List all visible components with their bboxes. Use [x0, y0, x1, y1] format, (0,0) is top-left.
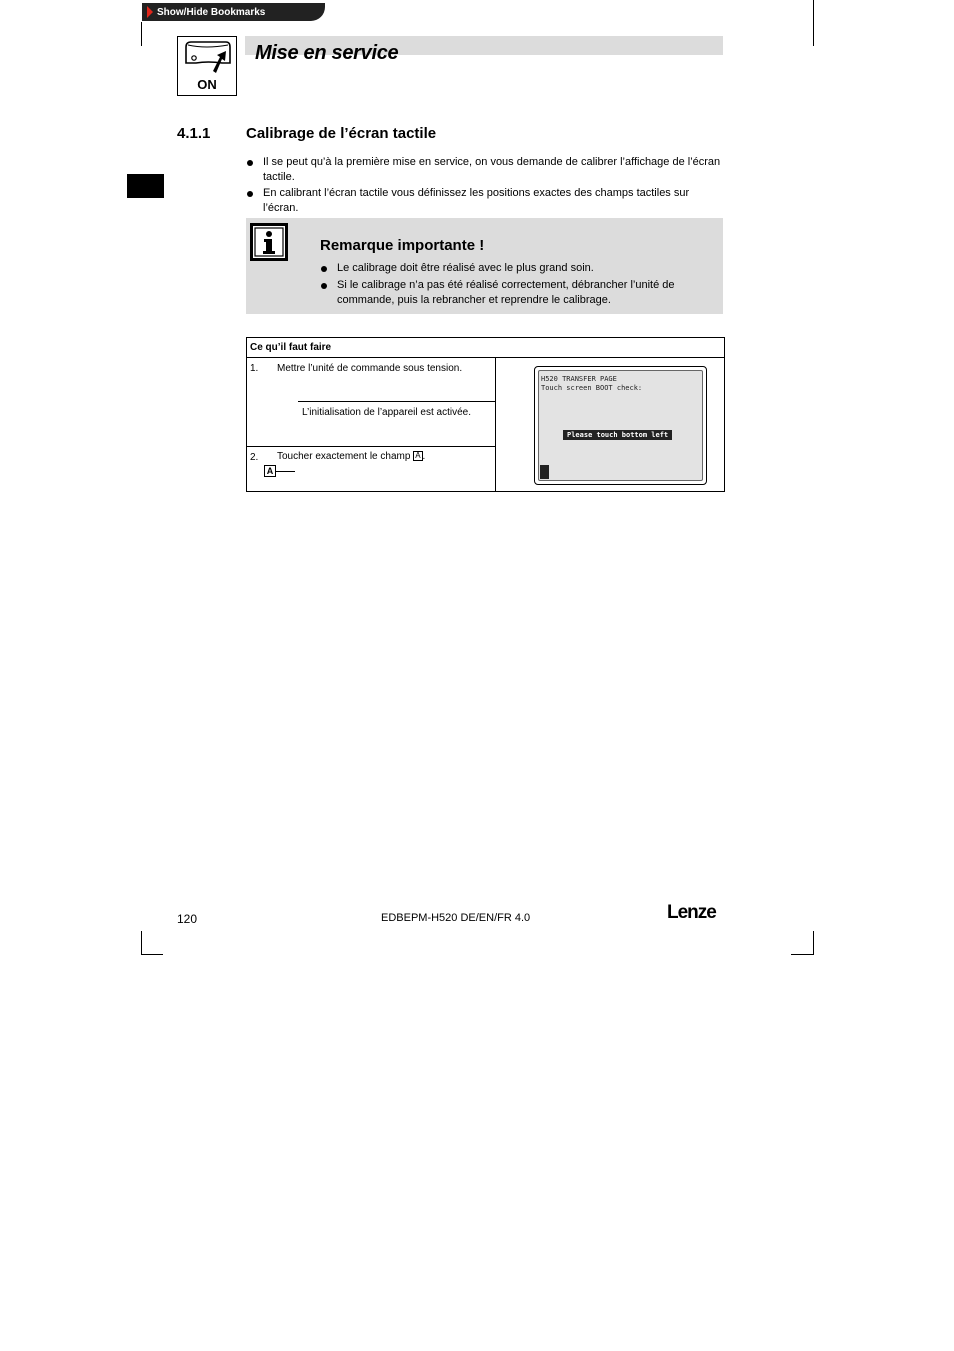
document-id: EDBEPM-H520 DE/EN/FR 4.0: [381, 912, 531, 924]
crop-mark: [813, 931, 814, 955]
crop-mark: [141, 931, 142, 955]
on-label: ON: [197, 77, 217, 92]
step-text: Mettre l’unité de commande sous tension.: [277, 363, 463, 374]
power-on-pictogram: [177, 36, 237, 96]
step-result: L’initialisation de l’appareil est activée.: [302, 407, 471, 418]
touch-field-bottom-left: [540, 465, 549, 479]
result-divider: [298, 401, 496, 402]
row-divider: [247, 446, 496, 447]
note-title: Remarque importante !: [320, 237, 485, 254]
note-item: Le calibrage doit être réalisé avec le plus grand soin.: [320, 261, 715, 276]
crop-mark: [813, 0, 814, 46]
step-number: 2.: [250, 452, 259, 463]
screen-line: Touch screen BOOT check:: [541, 384, 643, 392]
intro-bullets: [246, 155, 726, 217]
touch-prompt: Please touch bottom left: [563, 430, 672, 440]
field-marker-inline: A: [415, 451, 421, 460]
table-divider: [495, 358, 496, 491]
marker-leader-line: [275, 471, 295, 472]
info-icon: [250, 223, 288, 261]
field-marker-a: A: [264, 465, 276, 477]
instruction-table: [246, 337, 725, 492]
show-hide-bookmarks-button[interactable]: [142, 3, 325, 21]
step-text: [277, 451, 425, 462]
section-title: Calibrage de l’écran tactile: [246, 125, 437, 142]
crop-mark: [141, 954, 163, 955]
screen-line: H520 TRANSFER PAGE: [541, 375, 617, 383]
screen-display: [538, 370, 703, 481]
bullet-item: Il se peut qu’à la première mise en service, on vous demande de calibrer l’affichage de l’écran tactile.: [246, 155, 726, 185]
note-list: [320, 261, 715, 310]
bullet-item: En calibrant l’écran tactile vous définissez les positions exactes des champs tactiles sur l’écran.: [246, 186, 726, 216]
table-header: Ce qu’il faut faire: [247, 338, 724, 358]
crop-mark: [141, 22, 142, 46]
bookmark-tab-label: Show/Hide Bookmarks: [157, 6, 266, 18]
step-number: 1.: [250, 363, 259, 374]
step-text-main: Toucher exactement le champ: [277, 451, 411, 462]
chapter-marker: [127, 174, 164, 198]
section-number: 4.1.1: [177, 125, 211, 142]
page-title: Mise en service: [255, 42, 399, 64]
crop-mark: [791, 954, 813, 955]
touch-screen-illustration: [534, 366, 707, 485]
triangle-right-icon: [147, 6, 153, 18]
power-switch-icon: [178, 37, 236, 77]
step-text-end: .: [422, 451, 426, 462]
lenze-logo: Lenze: [667, 902, 716, 923]
page-number: 120: [177, 912, 198, 926]
note-item: Si le calibrage n’a pas été réalisé correctement, débrancher l’unité de commande, puis la rebrancher et reprendre le calibrage.: [320, 278, 715, 308]
